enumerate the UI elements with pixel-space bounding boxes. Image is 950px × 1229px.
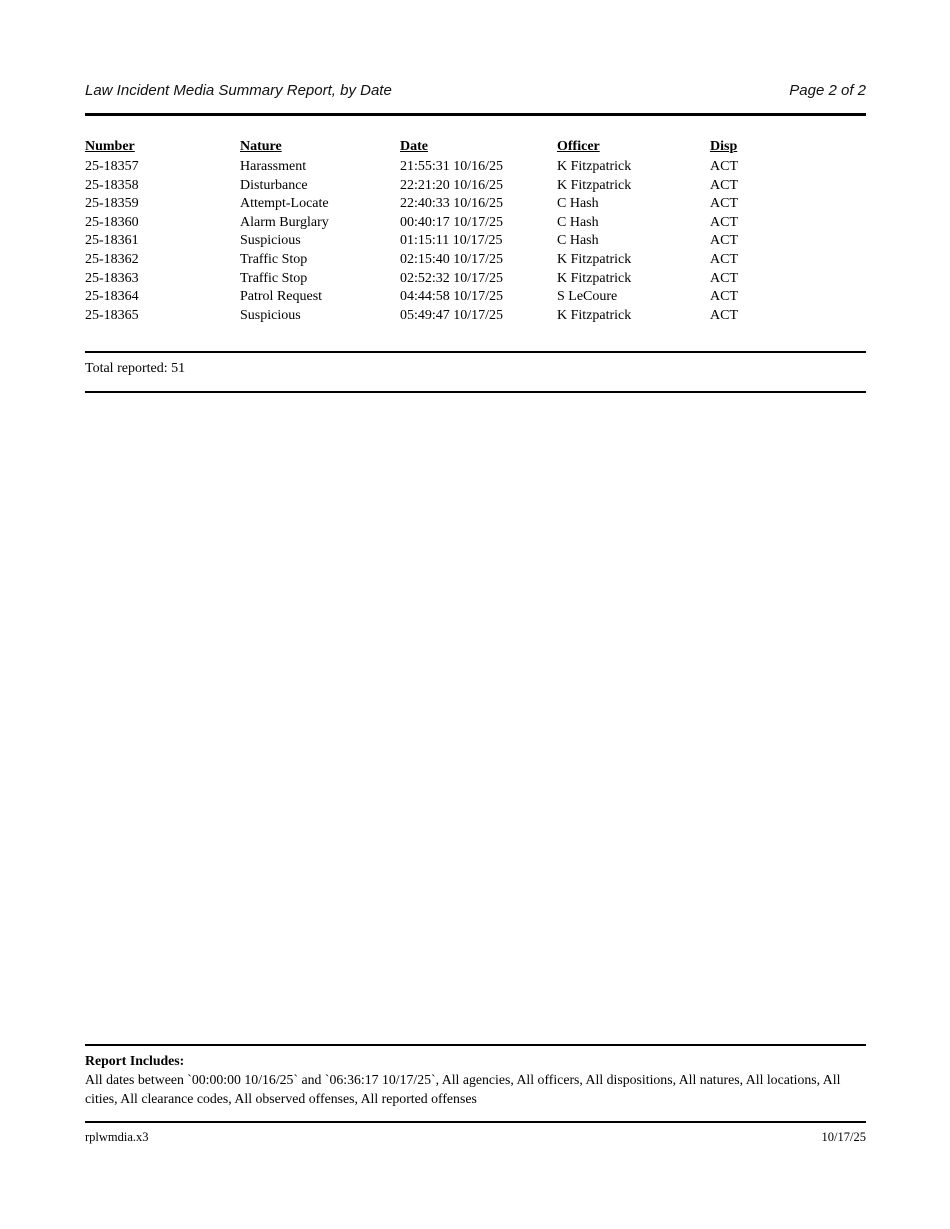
cell-officer: K Fitzpatrick: [557, 251, 632, 267]
cell-number: 25-18362: [85, 251, 139, 267]
cell-number: 25-18363: [85, 270, 139, 286]
incident-table: [85, 139, 866, 325]
cell-disp: ACT: [710, 289, 738, 305]
cell-disp: ACT: [710, 159, 738, 174]
page-title: Law Incident Media Summary Report, by Date: [85, 82, 392, 99]
cell-number: 25-18364: [85, 289, 139, 305]
table-row: [85, 177, 866, 196]
cell-disp: ACT: [710, 270, 738, 286]
report-footer: [85, 1130, 866, 1145]
cell-officer: C Hash: [557, 196, 599, 212]
cell-disp: ACT: [710, 233, 738, 249]
table-row: [85, 251, 866, 270]
cell-number: 25-18357: [85, 159, 139, 174]
report-includes-body: All dates between `00:00:00 10/16/25` and `06:36:17 10/17/25`, All agencies, All officers, All dispositions, All natures, All locations, All cities, All clearance codes, All observed offenses, All reported offenses: [85, 1072, 841, 1106]
column-header-disp: Disp: [710, 139, 738, 154]
table-header-row: [85, 139, 866, 158]
cell-disp: ACT: [710, 307, 738, 323]
cell-date: 02:15:40 10/17/25: [400, 251, 504, 267]
table-row: [85, 214, 866, 233]
total-top-divider: [85, 351, 866, 353]
header-divider: [85, 113, 866, 116]
footer-script-name: rplwmdia.x3: [85, 1130, 149, 1144]
cell-date: 04:44:58 10/17/25: [400, 289, 504, 305]
cell-officer: K Fitzpatrick: [557, 307, 632, 323]
footer-divider: [85, 1121, 866, 1123]
cell-nature: Alarm Burglary: [240, 214, 329, 230]
cell-nature: Traffic Stop: [240, 251, 308, 267]
table-row: [85, 307, 866, 326]
cell-nature: Harassment: [240, 159, 307, 174]
cell-nature: Attempt-Locate: [240, 196, 329, 212]
cell-number: 25-18358: [85, 177, 139, 193]
incident-table-body: [85, 158, 866, 325]
cell-date: 02:52:32 10/17/25: [400, 270, 504, 286]
report-header: [85, 82, 866, 99]
cell-nature: Traffic Stop: [240, 270, 308, 286]
cell-disp: ACT: [710, 214, 738, 230]
cell-officer: K Fitzpatrick: [557, 270, 632, 286]
cell-officer: K Fitzpatrick: [557, 177, 632, 193]
cell-nature: Suspicious: [240, 307, 301, 323]
cell-disp: ACT: [710, 177, 738, 193]
table-row: [85, 158, 866, 177]
table-row: [85, 270, 866, 289]
table-row: [85, 288, 866, 307]
column-header-number: Number: [85, 139, 135, 154]
page-number: Page 2 of 2: [789, 82, 866, 99]
cell-date: 00:40:17 10/17/25: [400, 214, 504, 230]
cell-officer: K Fitzpatrick: [557, 159, 632, 174]
cell-number: 25-18359: [85, 196, 139, 212]
cell-number: 25-18365: [85, 307, 139, 323]
cell-number: 25-18360: [85, 214, 139, 230]
cell-date: 22:40:33 10/16/25: [400, 196, 504, 212]
cell-date: 01:15:11 10/17/25: [400, 233, 503, 249]
cell-number: 25-18361: [85, 233, 139, 249]
cell-disp: ACT: [710, 196, 738, 212]
cell-nature: Suspicious: [240, 233, 301, 249]
cell-disp: ACT: [710, 251, 738, 267]
footer-date: 10/17/25: [821, 1130, 866, 1144]
cell-date: 21:55:31 10/16/25: [400, 159, 504, 174]
total-reported: Total reported: 51: [85, 361, 186, 376]
cell-officer: S LeCoure: [557, 289, 618, 305]
cell-officer: C Hash: [557, 214, 599, 230]
column-header-date: Date: [400, 139, 428, 154]
cell-nature: Disturbance: [240, 177, 308, 193]
cell-date: 22:21:20 10/16/25: [400, 177, 504, 193]
column-header-nature: Nature: [240, 139, 282, 154]
cell-date: 05:49:47 10/17/25: [400, 307, 504, 323]
column-header-officer: Officer: [557, 139, 600, 154]
table-row: [85, 232, 866, 251]
cell-officer: C Hash: [557, 233, 599, 249]
report-includes-divider: [85, 1044, 866, 1046]
report-includes-heading: Report Includes:: [85, 1053, 185, 1068]
table-row: [85, 195, 866, 214]
cell-nature: Patrol Request: [240, 289, 323, 305]
report-includes-section: [85, 1051, 870, 1108]
total-bottom-divider: [85, 391, 866, 393]
